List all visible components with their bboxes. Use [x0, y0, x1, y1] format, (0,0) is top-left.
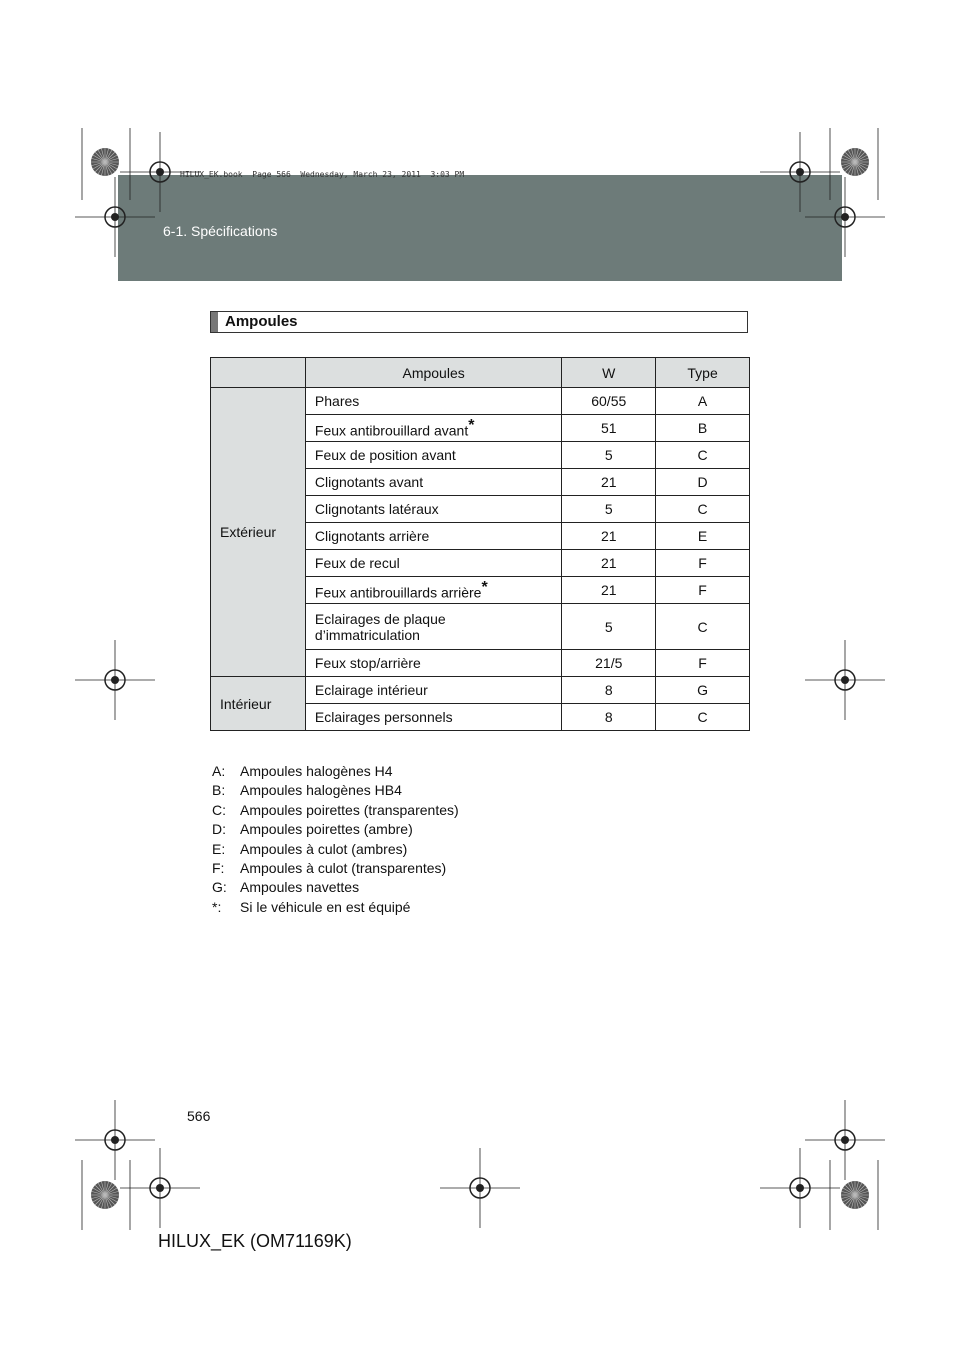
bulb-name-cell: [305, 496, 561, 523]
bulb-name-cell: [305, 415, 561, 442]
bulb-name: Feux antibrouillard avant: [314, 422, 469, 439]
registration-crosshair-icon: [805, 177, 885, 257]
heading-accent-bar: [211, 312, 218, 332]
legend-text: Ampoules à culot (transparentes): [240, 860, 447, 877]
footnote-text: Si le véhicule en est équipé: [240, 898, 411, 915]
bulb-name-cell: [305, 650, 561, 677]
table-row: [211, 388, 750, 415]
bulb-name-cell: [305, 550, 561, 577]
legend-key: E:: [212, 840, 226, 857]
registration-crosshair-icon: [805, 1100, 885, 1180]
bulb-name-cell: [305, 604, 561, 650]
bulb-name-cell: [305, 577, 561, 604]
legend-key: D:: [212, 821, 226, 838]
heading-text: Ampoules: [225, 313, 298, 330]
registration-crosshair-icon: [75, 640, 155, 720]
registration-crosshair-icon: [120, 132, 200, 212]
registration-starburst-icon: [91, 148, 119, 176]
column-header-type: Type: [656, 358, 750, 388]
wattage-cell: 21: [562, 469, 656, 496]
legend-item: [212, 762, 459, 781]
group-cell: Intérieur: [211, 677, 306, 731]
bulb-name: Clignotants avant: [314, 474, 424, 490]
bulb-name: Feux antibrouillards arrière: [314, 584, 482, 601]
type-cell: E: [656, 523, 750, 550]
bulb-name: Clignotants arrière: [314, 528, 430, 544]
column-header-bulbs: Ampoules: [305, 358, 561, 388]
legend-text: Ampoules navettes: [240, 879, 360, 896]
legend-item: [212, 840, 459, 859]
type-cell: A: [656, 388, 750, 415]
type-cell: F: [656, 550, 750, 577]
legend-text: Ampoules à culot (ambres): [240, 840, 408, 857]
legend-item: [212, 878, 459, 897]
bulb-name: Eclairage intérieur: [314, 682, 428, 698]
bulb-name-cell: [305, 388, 561, 415]
registration-crosshair-icon: [760, 132, 840, 212]
registration-crosshair-icon: [120, 1148, 200, 1228]
column-header-group: [211, 358, 306, 388]
legend-item: [212, 859, 459, 878]
wattage-cell: 60/55: [562, 388, 656, 415]
footnote-key: *:: [212, 898, 222, 915]
registration-crosshair-icon: [805, 640, 885, 720]
registration-crosshair-icon: [760, 1148, 840, 1228]
legend-key: C:: [212, 801, 226, 818]
wattage-cell: 8: [562, 704, 656, 731]
column-header-watts: W: [562, 358, 656, 388]
page-number: 566: [187, 1108, 211, 1124]
legend-key: B:: [212, 782, 226, 799]
wattage-cell: 21: [562, 550, 656, 577]
wattage-cell: 5: [562, 442, 656, 469]
bulb-name: Feux stop/arrière: [314, 655, 421, 671]
legend-key: G:: [212, 879, 227, 896]
table-header-row: [211, 358, 750, 388]
registration-crosshair-icon: [440, 1148, 520, 1228]
wattage-cell: 5: [562, 496, 656, 523]
bulb-name-cell: [305, 677, 561, 704]
bulb-name-cell: [305, 523, 561, 550]
legend-item: [212, 781, 459, 800]
wattage-cell: 8: [562, 677, 656, 704]
legend-item: [212, 820, 459, 839]
footer-model-code: HILUX_EK (OM71169K): [158, 1231, 352, 1251]
type-cell: C: [656, 704, 750, 731]
type-cell: G: [656, 677, 750, 704]
legend-text: Ampoules poirettes (transparentes): [240, 801, 459, 818]
type-cell: F: [656, 577, 750, 604]
bulb-name: Phares: [314, 393, 360, 409]
registration-crosshair-icon: [75, 1100, 155, 1180]
group-cell: Extérieur: [211, 388, 306, 677]
wattage-cell: 21: [562, 577, 656, 604]
legend-text: Ampoules halogènes HB4: [240, 782, 402, 799]
type-cell: B: [656, 415, 750, 442]
legend-key: F:: [212, 860, 225, 877]
bulb-name-cell: [305, 469, 561, 496]
type-cell: F: [656, 650, 750, 677]
footnote: [212, 898, 459, 917]
legend-text: Ampoules halogènes H4: [240, 763, 393, 779]
bulb-name: Feux de position avant: [314, 447, 456, 463]
table-row: [211, 677, 750, 704]
section-title: 6-1. Spécifications: [163, 223, 278, 239]
book-stamp: HILUX_EK.book Page 566 Wednesday, March 23, 2011 3:03 PM: [180, 170, 465, 179]
legend: [212, 762, 459, 917]
registration-crosshair-icon: [75, 177, 155, 257]
option-star-icon: *: [481, 579, 488, 597]
type-cell: C: [656, 604, 750, 650]
wattage-cell: 21/5: [562, 650, 656, 677]
bulb-name: Eclairages de plaque d’immatriculation: [314, 610, 446, 643]
bulb-name-cell: [305, 704, 561, 731]
registration-starburst-icon: [841, 1181, 869, 1209]
wattage-cell: 21: [562, 523, 656, 550]
bulb-name: Eclairages personnels: [314, 709, 453, 725]
wattage-cell: 51: [562, 415, 656, 442]
bulb-spec-table: [210, 357, 750, 731]
type-cell: C: [656, 496, 750, 523]
option-star-icon: *: [468, 417, 475, 435]
section-heading: [210, 311, 748, 333]
wattage-cell: 5: [562, 604, 656, 650]
type-cell: D: [656, 469, 750, 496]
legend-key: A:: [212, 763, 226, 779]
bulb-name-cell: [305, 442, 561, 469]
type-cell: C: [656, 442, 750, 469]
bulb-name: Clignotants latéraux: [314, 501, 439, 517]
legend-text: Ampoules poirettes (ambre): [240, 821, 413, 838]
registration-starburst-icon: [841, 148, 869, 176]
registration-starburst-icon: [91, 1181, 119, 1209]
legend-item: [212, 801, 459, 820]
bulb-name: Feux de recul: [314, 555, 400, 571]
